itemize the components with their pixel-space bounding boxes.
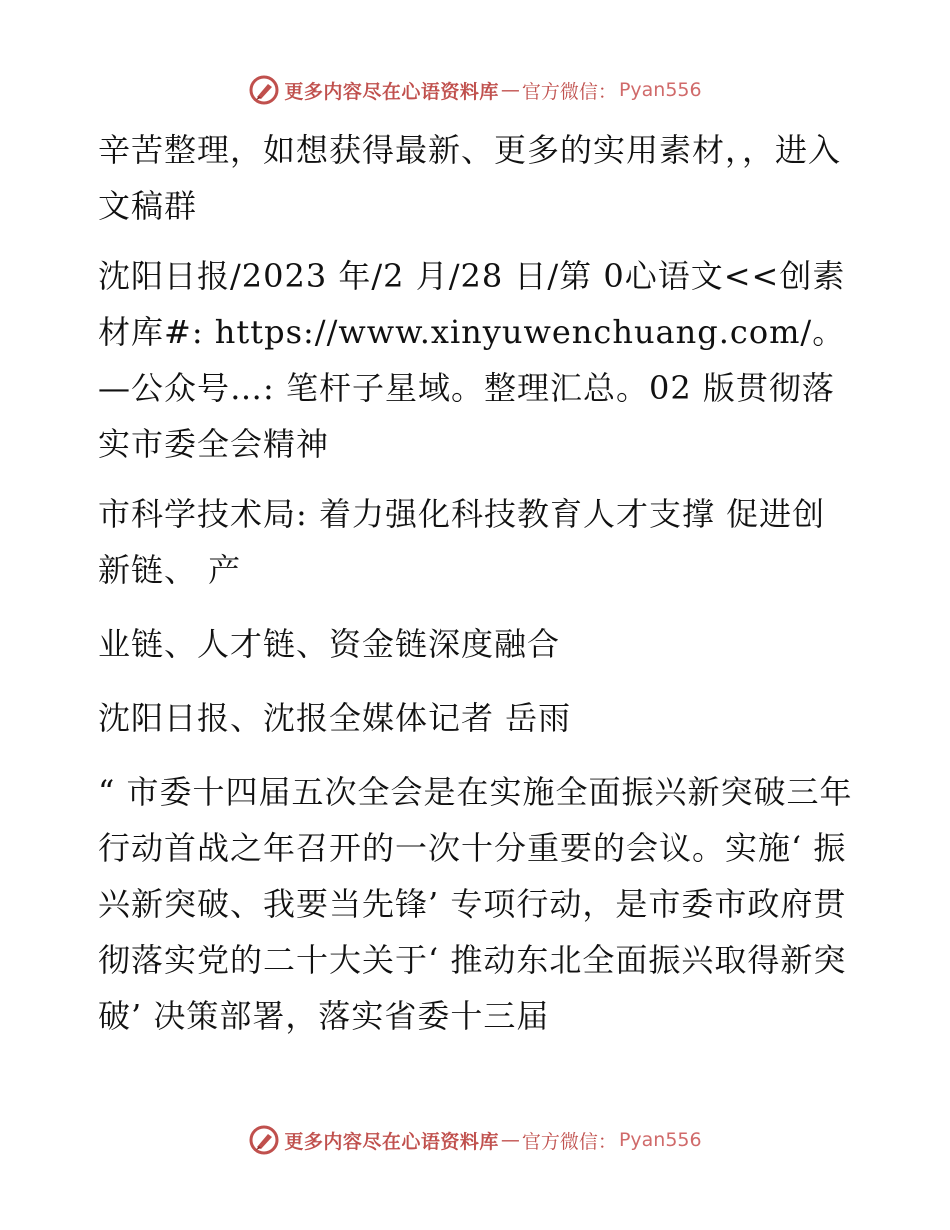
document-body [98,122,858,1058]
watermark-label: 官方微信： [521,80,617,103]
watermark-site-name: 更多内容尽在心语资料库 [284,80,499,103]
pen-logo-icon [248,74,280,106]
watermark-separator: — [500,79,520,101]
watermark-wechat-id: Pyan556 [618,1129,702,1151]
paragraph-byline: 沈阳日报、沈报全媒体记者 岳雨 [98,699,572,737]
paragraph-headline: 市科学技术局: 着力强化科技教育人才支撑 促进创新链、 产 [98,495,826,589]
paragraph-body: “ 市委十四届五次全会是在实施全面振兴新突破三年行动首战之年召开的一次十分重要的会议。实施‘ 振兴新突破、我要当先锋’ 专项行动，是市委市政府贯彻落实党的二十大关于‘ 推动东北全面振兴取得新突破’ 决策部署，落实省委十三届 [98,773,853,1035]
paragraph-intro: 辛苦整理，如想获得最新、更多的实用素材，，进入文稿群 [98,131,842,225]
paragraph-headline-cont: 业链、人才链、资金链深度融合 [98,625,561,663]
header-watermark [0,70,950,110]
footer-watermark [0,1120,950,1160]
watermark-separator: — [500,1129,520,1151]
watermark-wechat-id: Pyan556 [618,79,702,101]
paragraph-source: 沈阳日报/2023 年/2 月/28 日/第 0心语文<<创素材库#: https://www.xinyuwenchuang.com/。—公众号…: 笔杆子星域。整理汇总。02 版贯彻落实市委全会精神 [98,257,846,463]
watermark-site-name: 更多内容尽在心语资料库 [284,1130,499,1153]
pen-logo-icon [248,1124,280,1156]
watermark-label: 官方微信： [521,1130,617,1153]
